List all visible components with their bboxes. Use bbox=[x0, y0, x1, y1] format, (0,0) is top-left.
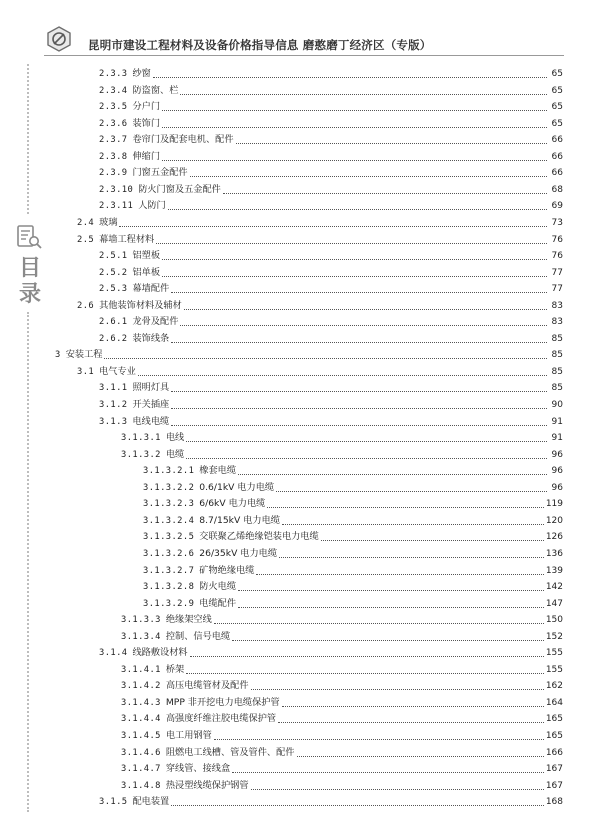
toc-entry-title: 电线电缆 bbox=[132, 415, 170, 427]
toc-entry-title: 防火电缆 bbox=[199, 581, 237, 593]
toc-entry-title: 玻璃 bbox=[99, 216, 118, 228]
toc-entry-page: 66 bbox=[551, 168, 563, 179]
toc-entry[interactable] bbox=[143, 511, 563, 527]
toc-entry[interactable] bbox=[77, 296, 563, 312]
toc-entry-title: 电缆配件 bbox=[199, 597, 237, 609]
toc-entry[interactable] bbox=[99, 114, 563, 130]
toc-dot-leader bbox=[232, 639, 544, 641]
toc-dot-leader bbox=[256, 573, 543, 575]
toc-entry-number: 2.3.4 bbox=[99, 85, 128, 96]
toc-dot-leader bbox=[168, 208, 547, 210]
toc-entry[interactable] bbox=[99, 329, 563, 345]
toc-entry-page: 77 bbox=[551, 284, 563, 295]
toc-entry-page: 85 bbox=[551, 333, 563, 344]
toc-entry-page: 73 bbox=[551, 217, 563, 228]
toc-entry[interactable] bbox=[99, 163, 563, 179]
toc-entry-number: 3.1.3.2.6 bbox=[143, 548, 195, 559]
toc-entry-number: 2.3.8 bbox=[99, 151, 128, 162]
toc-entry-title: 8.7/15kV 电力电缆 bbox=[199, 514, 280, 526]
toc-dot-leader bbox=[138, 374, 547, 376]
toc-entry-number: 2.5.2 bbox=[99, 267, 128, 278]
sidebar-label: 目 录 bbox=[18, 256, 41, 307]
toc-entry-number: 3.1.3.1 bbox=[121, 433, 161, 444]
toc-entry-number: 3.1.4.4 bbox=[121, 714, 161, 725]
toc-entry[interactable] bbox=[143, 594, 563, 610]
toc-entry-title: MPP 非开挖电力电缆保护管 bbox=[165, 696, 280, 708]
toc-entry-number: 2.3.11 bbox=[99, 201, 134, 212]
toc-entry-page: 152 bbox=[545, 631, 563, 642]
toc-entry[interactable] bbox=[143, 527, 563, 543]
toc-entry-page: 155 bbox=[545, 664, 563, 675]
toc-dot-leader bbox=[162, 126, 547, 128]
toc-dot-leader bbox=[171, 341, 547, 343]
toc-dot-leader bbox=[162, 159, 547, 161]
toc-entry-number: 3.1.1 bbox=[99, 383, 128, 394]
toc-entry[interactable] bbox=[77, 230, 563, 246]
toc-entry-page: 119 bbox=[545, 499, 563, 510]
toc-entry-page: 165 bbox=[545, 714, 563, 725]
toc-dot-leader bbox=[171, 424, 547, 426]
toc-dot-leader bbox=[238, 606, 544, 608]
toc-entry[interactable] bbox=[143, 544, 563, 560]
document-search-icon bbox=[15, 224, 43, 250]
toc-entry-page: 155 bbox=[545, 648, 563, 659]
toc-entry-title: 矿物绝缘电缆 bbox=[199, 564, 255, 576]
toc-entry-title: 热浸塑线缆保护钢管 bbox=[165, 779, 249, 791]
toc-entry-page: 165 bbox=[545, 731, 563, 741]
toc-entry-page: 164 bbox=[545, 697, 563, 708]
toc-entry[interactable] bbox=[99, 263, 563, 279]
toc-entry-page: 83 bbox=[551, 300, 563, 311]
toc-dot-leader bbox=[297, 755, 544, 757]
toc-entry-title: 控制、信号电缆 bbox=[165, 630, 231, 642]
toc-dot-leader bbox=[282, 523, 544, 525]
toc-entry-title: 照明灯具 bbox=[132, 382, 170, 394]
toc-entry-page: 76 bbox=[551, 251, 563, 262]
toc-entry-number: 3.1.4.7 bbox=[121, 764, 161, 775]
toc-entry[interactable] bbox=[77, 213, 563, 229]
toc-entry-page: 85 bbox=[551, 366, 563, 377]
toc-entry-page: 65 bbox=[551, 118, 563, 129]
toc-entry-number: 3.1.3.2.8 bbox=[143, 582, 195, 593]
toc-entry-title: 0.6/1kV 电力电缆 bbox=[199, 481, 275, 493]
toc-entry[interactable] bbox=[121, 627, 563, 643]
toc-dot-leader bbox=[232, 771, 544, 773]
toc-entry[interactable] bbox=[121, 759, 563, 775]
toc-entry-title: 阻燃电工线槽、管及管件、配件 bbox=[165, 746, 295, 758]
toc-entry[interactable] bbox=[121, 428, 563, 444]
sidebar-dotted-line-top bbox=[27, 64, 31, 214]
toc-entry-page: 126 bbox=[545, 532, 563, 543]
toc-dot-leader bbox=[186, 457, 547, 459]
toc-dot-leader bbox=[180, 93, 547, 95]
toc-dot-leader bbox=[251, 788, 544, 790]
toc-entry[interactable] bbox=[99, 246, 563, 262]
toc-entry-number: 3.1.4.6 bbox=[121, 747, 161, 758]
toc-entry-page: 65 bbox=[551, 69, 563, 79]
toc-dot-leader bbox=[238, 473, 547, 475]
toc-entry-page: 68 bbox=[551, 184, 563, 195]
zero-slash-logo-icon bbox=[46, 26, 72, 52]
toc-entry-title: 幕墙配件 bbox=[132, 283, 170, 295]
toc-entry-title: 26/35kV 电力电缆 bbox=[199, 547, 278, 559]
toc-entry-number: 3.1.4 bbox=[99, 648, 128, 659]
toc-dot-leader bbox=[186, 672, 544, 674]
toc-entry-page: 142 bbox=[545, 582, 563, 593]
toc-entry-page: 162 bbox=[545, 681, 563, 692]
toc-entry-number: 3.1.2 bbox=[99, 400, 128, 410]
toc-entry-title: 人防门 bbox=[138, 200, 166, 212]
document-title: 昆明市建设工程材料及设备价格指导信息 磨憨磨丁经济区（专版） bbox=[88, 38, 432, 52]
toc-entry-number: 2.4 bbox=[77, 217, 95, 228]
toc-entry-number: 2.3.9 bbox=[99, 168, 128, 179]
toc-entry[interactable] bbox=[99, 412, 563, 428]
toc-entry-page: 166 bbox=[545, 747, 563, 758]
toc-entry-title: 分户门 bbox=[132, 101, 161, 113]
toc-entry-page: 66 bbox=[551, 135, 563, 146]
toc-entry-page: 96 bbox=[551, 449, 563, 460]
toc-entry[interactable] bbox=[143, 478, 563, 494]
toc-entry[interactable] bbox=[143, 561, 563, 577]
toc-entry-number: 2.6.2 bbox=[99, 333, 128, 344]
toc-entry-page: 120 bbox=[545, 515, 563, 526]
toc-entry-page: 77 bbox=[551, 267, 563, 278]
toc-entry-page: 69 bbox=[551, 201, 563, 212]
toc-entry-title: 高强度纤维注胶电缆保护管 bbox=[165, 713, 277, 725]
toc-entry-number: 3.1.4.1 bbox=[121, 664, 161, 675]
page-header bbox=[0, 0, 616, 58]
toc-dot-leader bbox=[171, 804, 544, 806]
toc-entry[interactable] bbox=[121, 709, 563, 725]
toc-entry-number: 2.3.7 bbox=[99, 135, 128, 146]
toc-entry-title: 穿线管、接线盒 bbox=[165, 763, 231, 775]
toc-entry-title: 交联聚乙烯绝缘铠装电力电缆 bbox=[199, 531, 319, 543]
toc-dot-leader bbox=[238, 589, 544, 591]
toc-entry-number: 3.1.3.2.4 bbox=[143, 515, 195, 526]
toc-entry[interactable] bbox=[99, 180, 563, 196]
toc-entry-title: 电缆 bbox=[165, 448, 185, 460]
toc-dot-leader bbox=[156, 242, 547, 244]
toc-entry-number: 2.3.10 bbox=[99, 184, 134, 195]
toc-entry-number: 2.6.1 bbox=[99, 317, 128, 328]
toc-entry[interactable] bbox=[99, 792, 563, 808]
toc-dot-leader bbox=[162, 109, 547, 111]
toc-entry[interactable] bbox=[99, 130, 563, 146]
toc-dot-leader bbox=[104, 357, 547, 359]
toc-entry[interactable] bbox=[121, 676, 563, 692]
toc-entry-title: 绝缘架空线 bbox=[165, 614, 212, 626]
header-divider bbox=[44, 55, 564, 56]
toc-entry-title: 安装工程 bbox=[65, 349, 103, 361]
toc-entry-number: 3.1.3.2.5 bbox=[143, 532, 195, 543]
toc-entry-number: 2.3.3 bbox=[99, 69, 128, 79]
toc-entry[interactable] bbox=[121, 776, 563, 792]
toc-entry-title: 卷帘门及配套电机、配件 bbox=[132, 134, 234, 146]
toc-entry-number: 2.5.1 bbox=[99, 251, 128, 262]
toc-entry-title: 防盗窗、栏 bbox=[132, 84, 179, 96]
toc-entry[interactable] bbox=[121, 610, 563, 626]
toc-entry-page: 91 bbox=[551, 433, 563, 444]
sidebar-dotted-line-bottom bbox=[27, 312, 31, 812]
toc-entry-number: 3.1.3.2.9 bbox=[143, 598, 195, 609]
toc-entry-page: 83 bbox=[551, 317, 563, 328]
toc-entry-number: 2.5.3 bbox=[99, 284, 128, 295]
toc-dot-leader bbox=[190, 655, 544, 657]
toc-entry[interactable] bbox=[99, 378, 563, 394]
toc-entry-page: 167 bbox=[545, 764, 563, 775]
toc-entry[interactable] bbox=[77, 362, 563, 378]
toc-dot-leader bbox=[119, 225, 547, 227]
toc-entry-number: 3.1.4.5 bbox=[121, 731, 161, 741]
toc-entry[interactable] bbox=[143, 461, 563, 477]
toc-dot-leader bbox=[267, 506, 543, 508]
toc-entry-page: 168 bbox=[545, 797, 563, 808]
toc-entry-title: 装饰门 bbox=[132, 117, 161, 129]
toc-entry-page: 147 bbox=[545, 598, 563, 609]
toc-dot-leader bbox=[282, 705, 544, 707]
toc-entry-number: 3.1.3.3 bbox=[121, 615, 161, 626]
toc-entry-number: 3.1.3.2 bbox=[121, 449, 161, 460]
toc-dot-leader bbox=[190, 175, 547, 177]
toc-dot-leader bbox=[162, 258, 547, 260]
toc-entry-page: 139 bbox=[545, 565, 563, 576]
toc-entry-title: 铝塑板 bbox=[132, 250, 161, 262]
toc-entry-title: 装饰线条 bbox=[132, 332, 170, 344]
toc-entry-number: 3.1.3.2.3 bbox=[143, 499, 195, 510]
toc-entry-title: 桥架 bbox=[165, 663, 185, 675]
toc-dot-leader bbox=[278, 721, 544, 723]
toc-entry-title: 电线 bbox=[165, 432, 185, 444]
toc-entry-title: 线路敷设材料 bbox=[132, 647, 188, 659]
toc-entry[interactable] bbox=[143, 577, 563, 593]
toc-entry-title: 电气专业 bbox=[99, 365, 136, 377]
toc-entry-number: 3.1.3 bbox=[99, 416, 128, 427]
toc-dot-leader bbox=[184, 308, 547, 310]
toc-entry-number: 3.1.3.4 bbox=[121, 631, 161, 642]
toc-dot-leader bbox=[171, 291, 547, 293]
toc-entry[interactable] bbox=[99, 312, 563, 328]
toc-entry-number: 2.3.5 bbox=[99, 102, 128, 113]
toc-entry-page: 76 bbox=[551, 234, 563, 245]
toc-entry-title: 龙骨及配件 bbox=[132, 316, 179, 328]
toc-entry-title: 6/6kV 电力电缆 bbox=[199, 498, 266, 510]
toc-entry[interactable] bbox=[99, 97, 563, 113]
toc-entry-page: 96 bbox=[551, 482, 563, 493]
toc-entry-page: 90 bbox=[551, 400, 563, 410]
toc-sidebar bbox=[13, 60, 45, 820]
toc-dot-leader bbox=[236, 142, 547, 144]
toc-entry-number: 3.1.4.2 bbox=[121, 681, 161, 692]
toc-entry-title: 橡套电缆 bbox=[199, 465, 237, 477]
toc-entry[interactable] bbox=[99, 395, 563, 411]
toc-entry-page: 96 bbox=[551, 466, 563, 477]
toc-entry-title: 开关插座 bbox=[132, 399, 170, 410]
toc-entry-page: 65 bbox=[551, 102, 563, 113]
toc-dot-leader bbox=[214, 622, 544, 624]
toc-entry[interactable] bbox=[99, 147, 563, 163]
toc-dot-leader bbox=[279, 556, 544, 558]
toc-dot-leader bbox=[153, 76, 547, 78]
toc-entry-title: 电工用钢管 bbox=[165, 730, 212, 741]
toc-entry[interactable] bbox=[99, 81, 563, 97]
toc-entry-title: 高压电缆管材及配件 bbox=[165, 680, 249, 692]
toc-entry[interactable] bbox=[99, 279, 563, 295]
toc-entry-title: 伸缩门 bbox=[132, 150, 161, 162]
toc-dot-leader bbox=[171, 407, 547, 409]
toc-dot-leader bbox=[251, 688, 544, 690]
toc-dot-leader bbox=[162, 275, 547, 277]
toc-entry-number: 2.6 bbox=[77, 300, 95, 311]
toc-entry-title: 铝单板 bbox=[132, 266, 161, 278]
toc-entry-page: 85 bbox=[551, 383, 563, 394]
toc-entry-title: 门窗五金配件 bbox=[132, 167, 188, 179]
toc-dot-leader bbox=[171, 390, 547, 392]
toc-entry-number: 3.1.3.2.7 bbox=[143, 565, 195, 576]
toc-entry-number: 3.1.3.2.1 bbox=[143, 466, 195, 477]
toc-entry[interactable] bbox=[121, 445, 563, 461]
toc-dot-leader bbox=[186, 440, 547, 442]
toc-entry-title: 其他装饰材料及辅材 bbox=[99, 299, 182, 311]
toc-dot-leader bbox=[223, 192, 547, 194]
toc-entry-number: 3.1.3.2.2 bbox=[143, 482, 195, 493]
toc-entry[interactable] bbox=[143, 494, 563, 510]
toc-dot-leader bbox=[214, 738, 544, 740]
toc-entry[interactable] bbox=[121, 726, 563, 742]
toc-entry-title: 纱窗 bbox=[132, 68, 151, 79]
toc-entry[interactable] bbox=[99, 64, 563, 80]
toc-entry-page: 167 bbox=[545, 780, 563, 791]
toc-entry[interactable] bbox=[121, 743, 563, 759]
toc-dot-leader bbox=[321, 539, 544, 541]
toc-entry-number: 2.5 bbox=[77, 234, 95, 245]
toc-entry-number: 2.3.6 bbox=[99, 118, 128, 129]
toc-entry[interactable] bbox=[121, 660, 563, 676]
toc-entry-page: 136 bbox=[545, 548, 563, 559]
toc-entry-page: 91 bbox=[551, 416, 563, 427]
toc-dot-leader bbox=[180, 324, 547, 326]
toc-entry[interactable] bbox=[99, 196, 563, 212]
toc-entry[interactable] bbox=[99, 643, 563, 659]
toc-entry-number: 3 bbox=[55, 350, 61, 361]
toc-entry[interactable] bbox=[55, 345, 563, 361]
toc-entry-page: 65 bbox=[551, 85, 563, 96]
toc-entry-page: 150 bbox=[545, 615, 563, 626]
toc-entry-title: 防火门窗及五金配件 bbox=[138, 183, 221, 195]
toc-entry-number: 3.1 bbox=[77, 366, 95, 377]
toc-entry-number: 3.1.4.3 bbox=[121, 697, 161, 708]
toc-dot-leader bbox=[276, 490, 547, 492]
toc-entry-page: 85 bbox=[551, 350, 563, 361]
toc-entry-title: 幕墙工程材料 bbox=[99, 233, 155, 245]
toc-entry-title: 配电装置 bbox=[132, 796, 170, 808]
toc-entry[interactable] bbox=[121, 693, 563, 709]
toc-entry-page: 66 bbox=[551, 151, 563, 162]
toc-entry-number: 3.1.5 bbox=[99, 797, 128, 808]
toc-entry-number: 3.1.4.8 bbox=[121, 780, 161, 791]
